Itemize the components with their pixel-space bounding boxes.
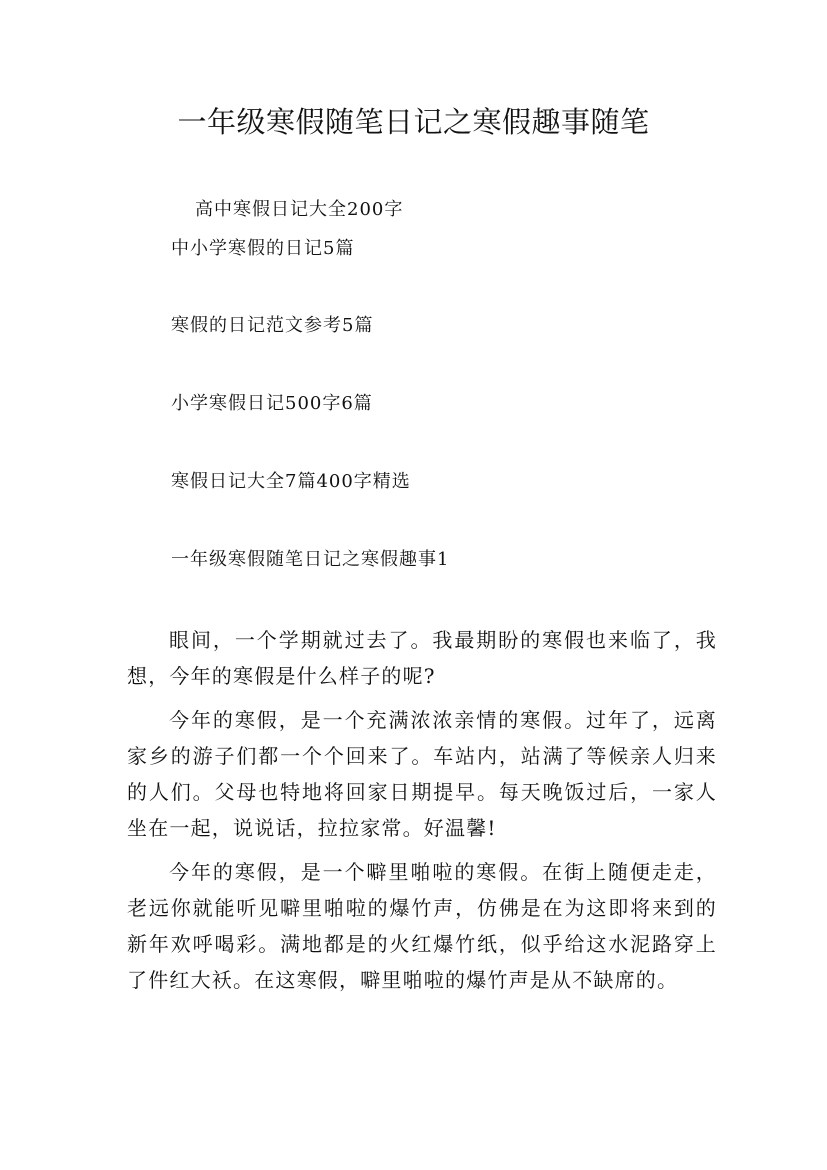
body-paragraph-1: 眼间，一个学期就过去了。我最期盼的寒假也来临了，我想，今年的寒假是什么样子的呢?: [127, 628, 717, 688]
related-link-3[interactable]: 寒假的日记范文参考5篇: [171, 315, 374, 336]
body-paragraph-3: 今年的寒假，是一个噼里啪啦的寒假。在街上随便走走，老远你就能听见噼里啪啦的爆竹声，仿佛是在为这即将来到的新年欢呼喝彩。满地都是的火红爆竹纸，似乎给这水泥路穿上了件红大袄。在这寒假，噼里啪啦的爆竹声是从不缺席的。: [127, 860, 717, 992]
related-link-5[interactable]: 寒假日记大全7篇400字精选: [171, 471, 411, 492]
body-paragraph-2: 今年的寒假，是一个充满浓浓亲情的寒假。过年了，远离家乡的游子们都一个个回来了。车站内，站满了等候亲人归来的人们。父母也特地将回家日期提早。每天晚饭过后，一家人坐在一起，说说话，拉拉家常。好温馨!: [127, 708, 717, 840]
document-title: 一年级寒假随笔日记之寒假趣事随笔: [177, 105, 650, 139]
section-heading: 一年级寒假随笔日记之寒假趣事1: [171, 549, 450, 570]
related-link-4[interactable]: 小学寒假日记500字6篇: [171, 393, 373, 414]
related-link-1[interactable]: 高中寒假日记大全200字: [195, 199, 404, 220]
related-link-2[interactable]: 中小学寒假的日记5篇: [171, 238, 355, 259]
